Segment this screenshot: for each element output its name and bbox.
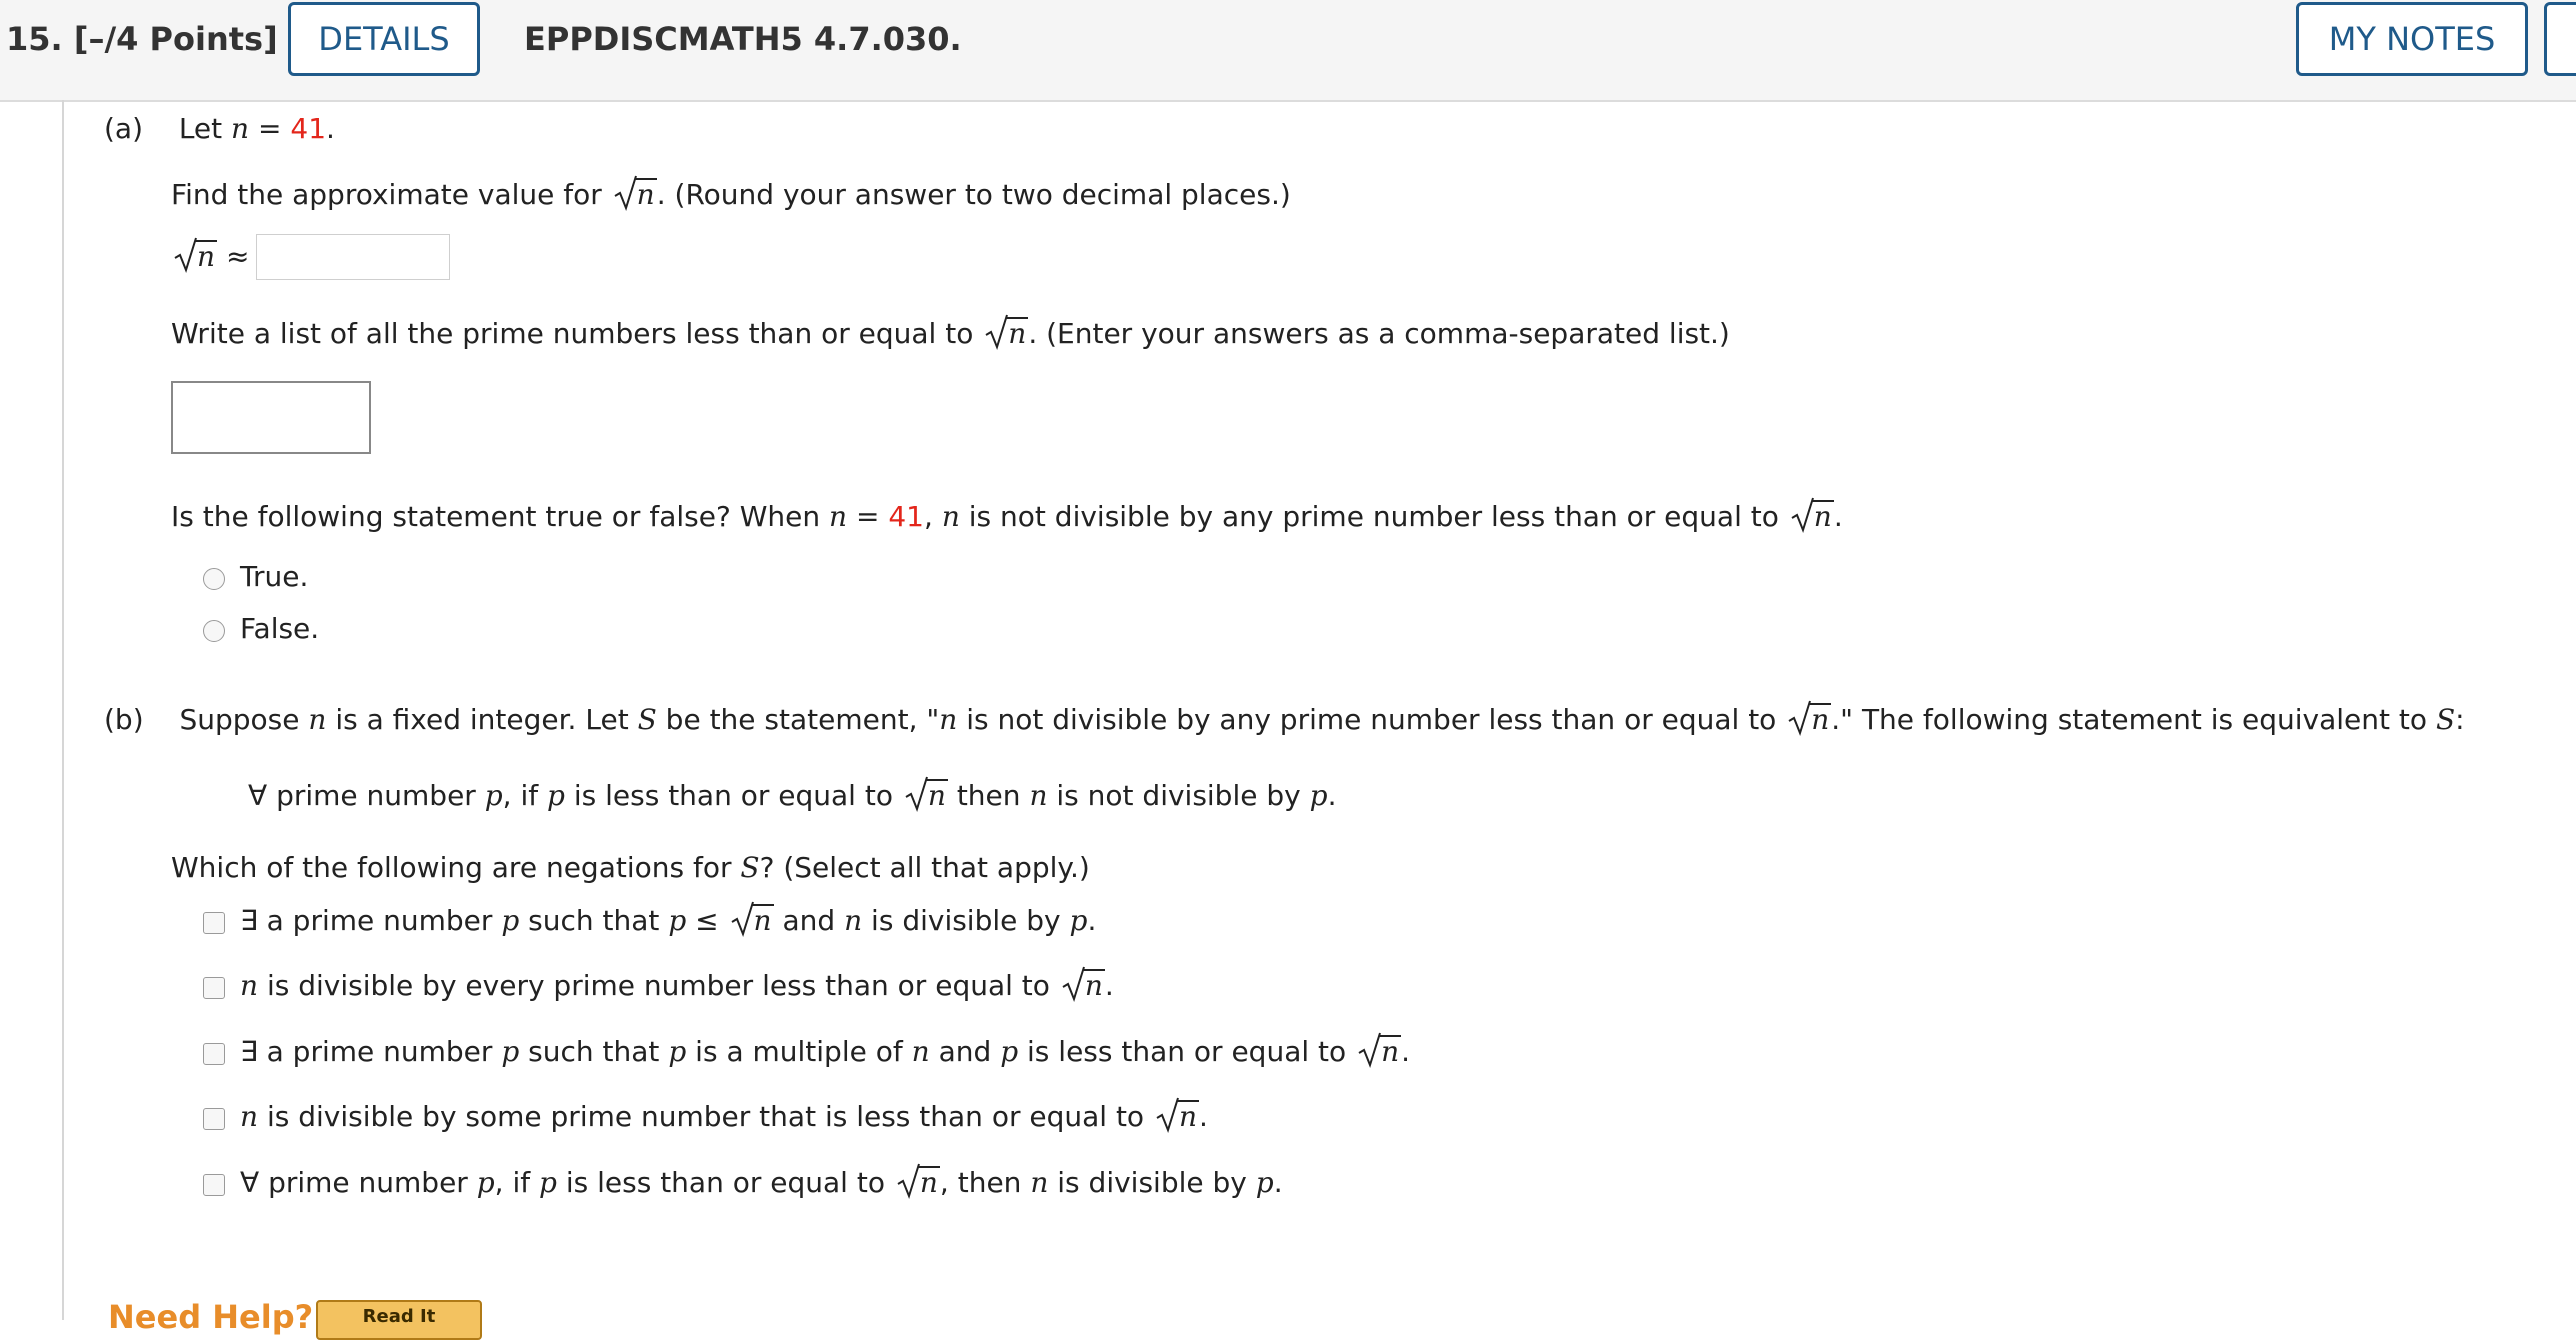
let-text: Let bbox=[178, 112, 223, 145]
var-n: n bbox=[231, 112, 250, 145]
option-3-label: ∃ a prime number p such that p is a multiple of n and p is less than or equal to n. bbox=[240, 1035, 1411, 1068]
checkbox-option-1[interactable] bbox=[203, 912, 225, 934]
equals-sign: = bbox=[258, 112, 282, 145]
checkbox-option-3[interactable] bbox=[203, 1043, 225, 1065]
part-a-heading: (a) Let n = 41. bbox=[104, 112, 335, 145]
next-header-button[interactable] bbox=[2544, 2, 2576, 76]
question-number: 15. bbox=[6, 20, 63, 58]
option-4-label: n is divisible by some prime number that is less than or equal to n. bbox=[240, 1100, 1208, 1133]
need-help-label: Need Help? bbox=[108, 1298, 314, 1336]
part-b-intro: (b) Suppose n is a fixed integer. Let S be the statement, "n is not divisible by any prime number less than or equal to n." The following statement is equivalent to S: bbox=[104, 703, 2465, 736]
checkbox-option-4[interactable] bbox=[203, 1108, 225, 1130]
sqrt-n-symbol: n bbox=[1061, 969, 1105, 1003]
option-5-label: ∀ prime number p, if p is less than or equal to n, then n is divisible by p. bbox=[240, 1166, 1283, 1199]
option-1-label: ∃ a prime number p such that p ≤ n and n is divisible by p. bbox=[240, 904, 1097, 937]
sqrt-n-symbol: n bbox=[896, 1166, 940, 1200]
sqrt-n-symbol: n bbox=[613, 178, 657, 212]
problem-code: EPPDISCMATH5 4.7.030. bbox=[524, 20, 962, 58]
true-false-question: Is the following statement true or false? When n = 41, n is not divisible by any prime number less than or equal to n. bbox=[171, 500, 1843, 533]
sqrt-n-symbol: n bbox=[173, 240, 217, 274]
option-true-label: True. bbox=[240, 560, 309, 593]
sqrt-approx-label bbox=[171, 240, 249, 274]
n-value: 41 bbox=[290, 112, 327, 145]
sqrt-n-symbol: n bbox=[1790, 500, 1834, 534]
approx-symbol: ≈ bbox=[225, 240, 250, 273]
n-value: 41 bbox=[888, 500, 924, 533]
sqrt-n-symbol: n bbox=[904, 779, 948, 813]
equivalent-statement: ∀ prime number p, if p is less than or equal to n then n is not divisible by p. bbox=[248, 779, 1337, 812]
forall-symbol: ∀ bbox=[248, 779, 268, 812]
radio-false[interactable] bbox=[203, 620, 225, 642]
checkbox-option-2[interactable] bbox=[203, 977, 225, 999]
sqrt-n-symbol: n bbox=[1787, 703, 1831, 737]
my-notes-button[interactable]: MY NOTES bbox=[2296, 2, 2528, 76]
option-false-label: False. bbox=[240, 612, 320, 645]
details-button[interactable]: DETAILS bbox=[288, 2, 480, 76]
sqrt-n-symbol: n bbox=[984, 317, 1028, 351]
forall-symbol: ∀ bbox=[240, 1166, 260, 1199]
part-a-label: (a) bbox=[104, 112, 144, 145]
points-label: [–/4 Points] bbox=[73, 20, 278, 58]
content-left-border bbox=[62, 100, 64, 1320]
question-title bbox=[6, 20, 278, 58]
negation-question: Which of the following are negations for S? (Select all that apply.) bbox=[171, 851, 1090, 884]
sqrt-n-symbol: n bbox=[1155, 1100, 1199, 1134]
find-sqrt-instruction: Find the approximate value for n. (Round your answer to two decimal places.) bbox=[171, 178, 1291, 211]
exists-symbol: ∃ bbox=[240, 904, 258, 937]
sqrt-answer-input[interactable] bbox=[256, 234, 450, 280]
sqrt-n-symbol: n bbox=[1357, 1035, 1401, 1069]
question-header bbox=[0, 0, 2576, 102]
part-b-label: (b) bbox=[104, 703, 144, 736]
sqrt-n-symbol: n bbox=[730, 904, 774, 938]
exists-symbol: ∃ bbox=[240, 1035, 258, 1068]
checkbox-option-5[interactable] bbox=[203, 1174, 225, 1196]
option-2-label: n is divisible by every prime number less than or equal to n. bbox=[240, 969, 1114, 1002]
read-it-button[interactable]: Read It bbox=[316, 1300, 482, 1340]
radio-true[interactable] bbox=[203, 568, 225, 590]
prime-list-input[interactable] bbox=[171, 381, 371, 454]
prime-list-instruction: Write a list of all the prime numbers less than or equal to n. (Enter your answers as a comma-separated list.) bbox=[171, 317, 1730, 350]
